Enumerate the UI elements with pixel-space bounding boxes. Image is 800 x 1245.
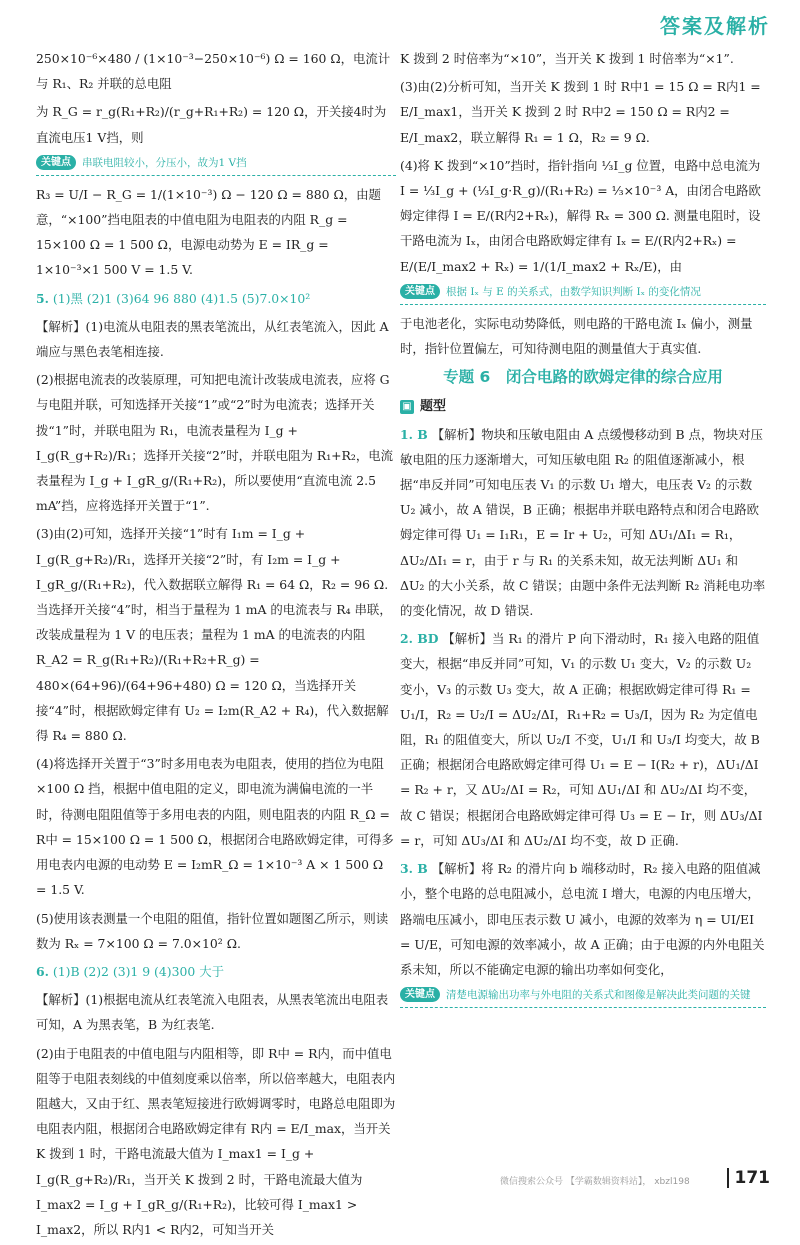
page-footer — [0, 1170, 800, 1190]
section-heading-label: 题型 — [420, 399, 447, 415]
paragraph: (2)根据电流表的改装原理，可知把电流计改装成电流表，应将 G 与电阻并联，可知选择开关接“1”或“2”时为电流表；选择开关拨“1”时，并联电阻为 R₁，电流表量程为 I_g + I_g(R_g+R₂)/R₁；选择开关接“2”时，并联电阻为 R₁+R₂，电流表量程为 I_g + I_gR_g/(R₁+R₂)，所以要使用“直流电流 2.5 mA”挡，应将选择开关置于“1”. — [36, 372, 394, 514]
question-answer-label: 1. B — [400, 426, 428, 442]
paragraph: (5)使用该表测量一个电阻的阻值，指针位置如题图乙所示，则读数为 Rₓ = 7×100 Ω = 7.0×10² Ω. — [36, 910, 389, 951]
key-point-badge: 关键点 — [400, 284, 440, 299]
paragraph: (2)由于电阻表的中值电阻与内阻相等，即 R中 = R内，而中值电阻等于电阻表刻线的中值刻度乘以倍率，所以倍率越大，电阻表内阻越大，又由于红、黑表笔短接进行欧姆调零时，电路总电阻即为电阻表内阻，根据闭合电路欧姆定律有 R内 = E/I_max，当开关 K 拨到 1 时，干路电流最大值为 I_max1 = I_g + I_g(R_g+R₂)/R₁，当开关 K 拨到 2 时，干路电流最大值为 I_max2 = I_g + I_gR_g/(R₁+R₂)，比较可得 I_max1 > I_max2，所以 R内1 < R内2，可知当开关 — [36, 1045, 396, 1237]
answer-line — [36, 286, 396, 311]
question-answer-label: 3. B — [400, 861, 428, 877]
paragraph: 【解析】(1)根据电流从红表笔流入电阻表，从黑表笔流出电阻表可知，A 为黑表笔，B 为红表笔. — [36, 992, 389, 1033]
page-number: 171 — [727, 1168, 771, 1188]
paragraph: 250×10⁻⁶×480 / (1×10⁻³−250×10⁻⁶) Ω = 160 Ω，电流计与 R₁、R₂ 并联的总电阻 — [36, 51, 391, 92]
key-point-text: 清楚电源输出功率与外电阻的关系式和图像是解决此类问题的关键 — [446, 989, 751, 1002]
key-point-note — [400, 282, 766, 305]
answer-number: 6. — [36, 963, 49, 979]
paragraph: K 拨到 2 时倍率为“×10”，当开关 K 拨到 1 时倍率为“×1”. — [400, 51, 734, 66]
paragraph: (3)由(2)分析可知，当开关 K 拨到 1 时 R中1 = 15 Ω = R内1 = E/I_max1，当开关 K 拨到 2 时 R中2 = 150 Ω = R内2 = E/I_max2，联立解得 R₁ = 1 Ω，R₂ = 9 Ω. — [400, 79, 761, 145]
answer-paragraph — [400, 626, 766, 853]
paragraph: 为 R_G = r_g(R₁+R₂)/(r_g+R₁+R₂) = 120 Ω，开关接4时为直流电压1 V挡，则 — [36, 104, 387, 145]
paragraph: 于电池老化，实际电动势降低，则电路的干路电流 Iₓ 偏小，测量时，指针位置偏左，可知待测电阻的测量值大于真实值. — [400, 315, 753, 357]
left-column — [36, 46, 396, 1245]
answer-text: (1)黑 (2)1 (3)64 96 880 (4)1.5 (5)7.0×10² — [52, 290, 311, 306]
answer-text: (1)B (2)2 (3)1 9 (4)300 大于 — [52, 963, 224, 979]
paragraph: R₃ = U/I − R_G = 1/(1×10⁻³) Ω − 120 Ω = 880 Ω，由题意，“×100”挡电阻表的中值电阻为电阻表的内阻 R_g = 15×100 Ω = 1 500 Ω，电源电动势为 E = IR_g = 1×10⁻³×1 500 V = 1.5 V. — [36, 186, 381, 278]
key-point-text: 根据 Iₓ 与 E 的关系式，由数学知识判断 Iₓ 的变化情况 — [446, 285, 701, 298]
section-heading — [400, 394, 766, 419]
answer-explanation: 【解析】物块和压敏电阻由 A 点缓慢移动到 B 点，物块对压敏电阻的压力逐渐增大，可知压敏电阻 R₂ 的阻值逐渐减小，根据“串反并同”可知电压表 V₁ 的示数 U₁ 增大，电压表 V₂ 的示数 U₂ 减小，故 A 错误，B 正确；根据串并联电路特点和闭合电路欧姆定律可得 U₁ = I₁R₁，E = Ir + U₂，可知 ΔU₁/ΔI₁ = R₁，ΔU₂/ΔI₁ = r，由于 r 与 R₁ 的关系未知，故无法判断 ΔU₁ 和 ΔU₂ 的大小关系，故 C 错误；由题中条件无法判断 R₂ 消耗电功率的变化情况，故 D 错误. — [400, 426, 766, 619]
key-point-note — [400, 985, 766, 1008]
paragraph: (4)将选择开关置于“3”时多用电表为电阻表，使用的挡位为电阻×100 Ω 挡，根据中值电阻的定义，即电流为满偏电流的一半时，待测电阻阻值等于多用电表的内阻，则电阻表的内阻 R_Ω = R中 = 15×100 Ω = 1 500 Ω，根据闭合电路欧姆定律，可得多用电表内电源的电动势 E = I₂mR_Ω = 1×10⁻³ A × 1 500 Ω = 1.5 V. — [36, 756, 394, 898]
paragraph: 【解析】(1)电流从电阻表的黑表笔流出，从红表笔流入，因此 A 端应与黑色表笔相连接. — [36, 318, 389, 360]
answer-line — [36, 959, 396, 984]
answer-explanation: 【解析】将 R₂ 的滑片向 b 端移动时，R₂ 接入电路的阻值减小，整个电路的总电阻减小，总电流 I 增大，电源的内电压增大，路端电压减小，即电压表示数 U 减小，电源的效率为 η = UI/EI = U/E，可知电源的效率减小，故 A 正确；由于电源的内外电阻关系未知，所以不能确定电源的输出功率如何变化， — [400, 861, 765, 977]
footer-watermark-text: 微信搜索公众号 【学霸数辑资料站】， xbzl198 — [500, 1177, 690, 1187]
answer-number: 5. — [36, 290, 49, 306]
answer-explanation: 【解析】当 R₁ 的滑片 P 向下滑动时，R₁ 接入电路的阻值变大，根据“串反并同”可知，V₁ 的示数 U₁ 变大，V₂ 的示数 U₂ 变小，V₃ 的示数 U₃ 变大，故 A 正确；根据欧姆定律可得 R₁ = U₁/I，R₂ = U₂/I = ΔU₂/ΔI，R₁+R₂ = U₃/I，因为 R₂ 为定值电阻，R₁ 的阻值变大，所以 U₂/I 不变，U₁/I 和 U₃/I 均变大，故 B 正确；根据闭合电路欧姆定律可得 U₁ = E − I(R₂ + r)，ΔU₁/ΔI = R₂ + r，又 ΔU₂/ΔI = R₂，可知 ΔU₁/ΔI 和 ΔU₂/ΔI 均不变，故 C 错误；根据闭合电路欧姆定律可得 U₃ = E − Ir，则 ΔU₃/ΔI = r，可知 ΔU₃/ΔI 和 ΔU₂/ΔI 均不变，故 D 正确. — [400, 631, 763, 848]
page-header-title: 答案及解析 — [660, 14, 770, 38]
key-point-text: 串联电阻较小，分压小，故为1 V挡 — [82, 156, 247, 169]
question-answer-label: 2. BD — [400, 631, 439, 647]
topic-title: 专题 6 闭合电路的欧姆定律的综合应用 — [443, 368, 723, 387]
question-type-icon: ▣ — [400, 400, 414, 414]
paragraph: (4)将 K 拨到“×10”挡时，指针指向 ⅓I_g 位置，电路中总电流为 I = ⅓I_g + (⅓I_g·R_g)/(R₁+R₂) = ⅓×10⁻³ A，由闭合电路欧姆定律得 I = E/(R内2+Rₓ)，解得 Rₓ = 300 Ω. 测量电阻时，设干路电流为 Iₓ，由闭合电路欧姆定律有 Iₓ = E/(R内2+Rₓ) = E/(E/I_max2 + Rₓ) = 1/(1/I_max2 + Rₓ/E)，由 — [400, 157, 761, 274]
answer-paragraph — [400, 856, 766, 982]
paragraph: (3)由(2)可知，选择开关接“1”时有 I₁m = I_g + I_g(R_g+R₂)/R₁，选择开关接“2”时，有 I₂m = I_g + I_gR_g/(R₁+R₂)，代入数据联立解得 R₁ = 64 Ω，R₂ = 96 Ω. 当选择开关接“4”时，相当于量程为 1 mA 的电流表与 R₄ 串联，改装成量程为 1 V 的电压表；量程为 1 mA 的电流表的内阻 R_A2 = R_g(R₁+R₂)/(R₁+R₂+R_g) = 480×(64+96)/(64+96+480) Ω = 120 Ω，当选择开关接“4”时，根据欧姆定律有 U₂ = I₂m(R_A2 + R₄)，代入数据解得 R₄ = 880 Ω. — [36, 526, 392, 744]
key-point-note — [36, 153, 396, 176]
right-column — [400, 46, 766, 1014]
answer-paragraph — [400, 422, 766, 624]
key-point-badge: 关键点 — [400, 987, 440, 1002]
key-point-badge: 关键点 — [36, 155, 76, 170]
